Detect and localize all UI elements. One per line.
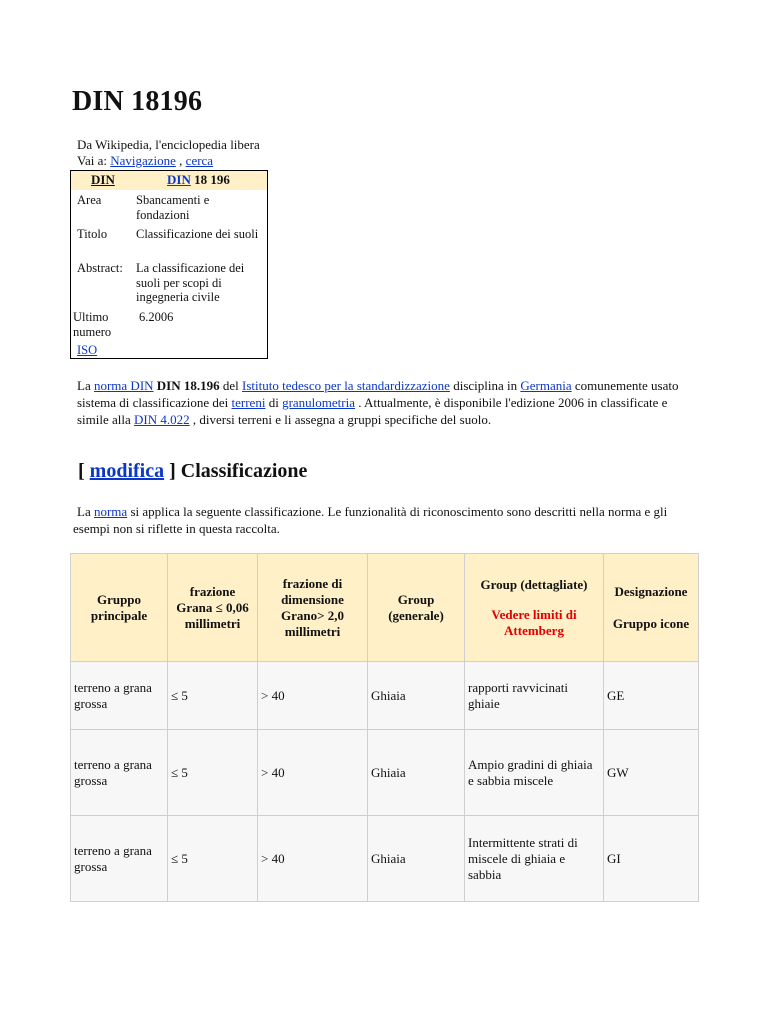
- header-gruppo-icone: Gruppo icone: [612, 615, 690, 631]
- cell-code: GI: [604, 816, 699, 902]
- intro-text: La: [77, 378, 91, 393]
- infobox-value: Sbancamenti e fondazioni: [136, 193, 210, 222]
- section-text: si applica la seguente classificazione. Le funzionalità di riconoscimento sono descritti nella norma e gli esempi non si riflette in questa raccolta.: [73, 504, 668, 536]
- cell-group: terreno a grana grossa: [71, 730, 168, 816]
- section-title: Classificazione: [180, 460, 308, 482]
- jump-links: [77, 153, 213, 169]
- cell-coarse: > 40: [258, 816, 368, 902]
- section-text: La: [77, 504, 91, 519]
- norma-link[interactable]: norma: [93, 504, 128, 519]
- header-group-dettagliate-label: Group (dettagliate): [480, 576, 588, 592]
- intro-text: comunemente usato sistema di classificazione dei: [77, 378, 679, 410]
- germania-link[interactable]: Germania: [520, 378, 572, 393]
- edit-section-link[interactable]: modifica: [89, 460, 165, 482]
- table-row: [71, 662, 699, 730]
- jump-separator: ,: [179, 153, 183, 168]
- page-subtitle: Da Wikipedia, l'enciclopedia libera: [77, 137, 260, 152]
- intro-paragraph: [77, 377, 693, 428]
- cell-general: Ghiaia: [368, 730, 465, 816]
- cell-general: Ghiaia: [368, 816, 465, 902]
- infobox-header-right: [167, 173, 230, 188]
- navigation-link[interactable]: Navigazione: [110, 153, 176, 168]
- table-row: [71, 816, 699, 902]
- intro-text: del: [222, 378, 239, 393]
- infobox: [70, 170, 268, 359]
- infobox-value: 6.2006: [139, 310, 174, 324]
- cell-code: GW: [604, 730, 699, 816]
- infobox-key: Titolo: [77, 227, 108, 241]
- header-designazione-label: Designazione: [614, 583, 688, 599]
- header-frazione-grossa: frazione di dimensione Grano> 2,0 millimetri: [258, 554, 368, 662]
- granulometria-link[interactable]: granulometria: [282, 395, 355, 410]
- istituto-link[interactable]: Istituto tedesco per la standardizzazione: [242, 378, 450, 393]
- header-gruppo-principale: Gruppo principale: [71, 554, 168, 662]
- header-group-dettagliate: [465, 554, 604, 662]
- header-group-generale: Group (generale): [368, 554, 465, 662]
- bracket-close: ]: [169, 460, 176, 482]
- table-header-row: [71, 554, 699, 662]
- cell-fine: ≤ 5: [168, 816, 258, 902]
- table-row: [71, 730, 699, 816]
- intro-text: , diversi terreni e li assegna a gruppi specifiche del suolo.: [192, 412, 492, 427]
- infobox-key: Ultimo numero: [73, 310, 112, 339]
- terreni-link[interactable]: terreni: [231, 395, 266, 410]
- attemberg-note: Vedere limiti di Attemberg: [491, 606, 577, 638]
- intro-text: . Attualmente, è disponibile l'edizione 2006 in classificate e simile alla: [77, 395, 668, 427]
- infobox-key: Abstract:: [77, 261, 123, 275]
- cell-detailed: rapporti ravvicinati ghiaie: [465, 662, 604, 730]
- infobox-value: La classificazione dei suoli per scopi di ingegneria civile: [136, 261, 245, 304]
- header-frazione-fine: frazione Grana ≤ 0,06 millimetri: [168, 554, 258, 662]
- cell-group: terreno a grana grossa: [71, 662, 168, 730]
- infobox-header-number: 18 196: [194, 172, 230, 187]
- search-link[interactable]: cerca: [185, 153, 214, 168]
- cell-coarse: > 40: [258, 662, 368, 730]
- infobox-header: [71, 171, 267, 190]
- infobox-header-left: DIN: [91, 172, 115, 187]
- cell-coarse: > 40: [258, 730, 368, 816]
- intro-text: di: [268, 395, 279, 410]
- infobox-value: Classificazione dei suoli: [136, 227, 259, 241]
- norma-din-link[interactable]: norma DIN: [93, 378, 154, 393]
- infobox-din-link[interactable]: DIN: [167, 172, 191, 187]
- infobox-iso-link[interactable]: ISO: [77, 343, 98, 357]
- cell-detailed: Ampio gradini di ghiaia e sabbia miscele: [465, 730, 604, 816]
- din-bold: DIN 18.196: [156, 378, 220, 393]
- cell-group: terreno a grana grossa: [71, 816, 168, 902]
- page-title: DIN 18196: [72, 86, 203, 117]
- cell-fine: ≤ 5: [168, 730, 258, 816]
- jump-prefix: Vai a:: [77, 153, 107, 168]
- header-designazione: [604, 554, 699, 662]
- classification-table: [70, 553, 699, 902]
- cell-code: GE: [604, 662, 699, 730]
- din-4022-link[interactable]: DIN 4.022: [134, 412, 190, 427]
- bracket-open: [: [78, 460, 85, 482]
- section-paragraph: [73, 503, 703, 537]
- section-heading: [78, 460, 307, 483]
- infobox-key: Area: [77, 193, 102, 207]
- intro-text: disciplina in: [453, 378, 518, 393]
- cell-fine: ≤ 5: [168, 662, 258, 730]
- cell-detailed: Intermittente strati di miscele di ghiaia e sabbia: [465, 816, 604, 902]
- cell-general: Ghiaia: [368, 662, 465, 730]
